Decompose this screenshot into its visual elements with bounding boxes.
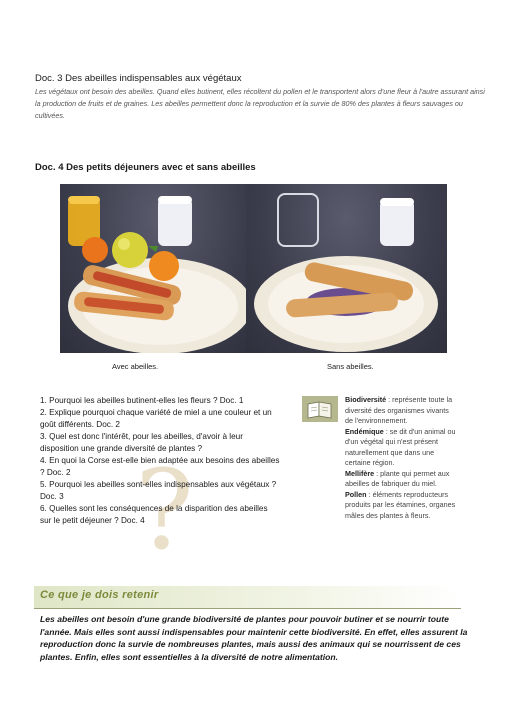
breakfast-with-bees-illustration (60, 184, 261, 353)
doc3-title: Doc. 3 Des abeilles indispensables aux végétaux (35, 73, 242, 84)
question-mark-watermark: ? (135, 446, 194, 574)
question-item: 5. Pourquoi les abeilles sont-elles indispensables aux végétaux ? Doc. 3 (40, 480, 277, 501)
breakfast-with-bees-photo (60, 184, 261, 353)
retain-text: Les abeilles ont besoin d'une grande biodiversité de plantes pour pouvoir butiner et se nourrir toute l'année. Mais elles sont aussi indispensables pour maintenir cette biodiversité. En effet, elles assurent la reproduction donc la survie de nombreuses plantes, mais aussi des animaux qui se nourrissent de ces plantes. Enfin, elles sont essentielles à la diversité de notre alimentation. (40, 614, 468, 662)
glossary-entry: Mellifère : plante qui permet aux abeilles de fabriquer du miel. (345, 468, 450, 488)
question-list (40, 395, 280, 527)
question-item: 6. Quelles sont les conséquences de la disparition des abeilles sur le petit déjeuner ? Doc. 4 (40, 504, 268, 525)
book-icon (302, 396, 338, 422)
question-item: 1. Pourquoi les abeilles butinent-elles les fleurs ? Doc. 1 (40, 396, 244, 405)
breakfast-without-bees-illustration (246, 184, 447, 353)
question-item: 3. Quel est donc l'intérêt, pour les abeilles, d'avoir à leur disposition une grande diversité de plantes ? (40, 432, 243, 453)
breakfast-without-bees-photo (246, 184, 447, 353)
retain-title: Ce que je dois retenir (40, 589, 159, 601)
glossary-entry: Pollen : éléments reproducteurs produits par les étamines, organes mâles des plantes à fleurs. (345, 489, 456, 520)
caption-without-bees: Sans abeilles. (327, 362, 374, 371)
glossary-entry: Endémique : se dit d'un animal ou d'un végétal qui n'est présent naturellement que dans une certaine région. (345, 426, 456, 467)
caption-with-bees: Avec abeilles. (112, 362, 159, 371)
question-item: 4. En quoi la Corse est-elle bien adaptée aux besoins des abeilles ? Doc. 2 (40, 456, 280, 477)
glossary (345, 395, 457, 521)
doc4-title: Doc. 4 Des petits déjeuners avec et sans abeilles (35, 162, 256, 173)
doc3-text: Les végétaux ont besoin des abeilles. Quand elles butinent, elles récoltent du pollen et le transportent alors d'une fleur à l'autre assurant ainsi la production de fruits et de graines. Les abeilles permettent donc la reproduction et la survie de 80% des plantes à fleurs sauvages ou cultivées. (35, 87, 485, 120)
glossary-entry: Biodiversité : représente toute la diversité des organismes vivants de l'environnement. (345, 395, 453, 425)
question-item: 2. Explique pourquoi chaque variété de miel a une couleur et un goût différents. Doc. 2 (40, 408, 272, 429)
